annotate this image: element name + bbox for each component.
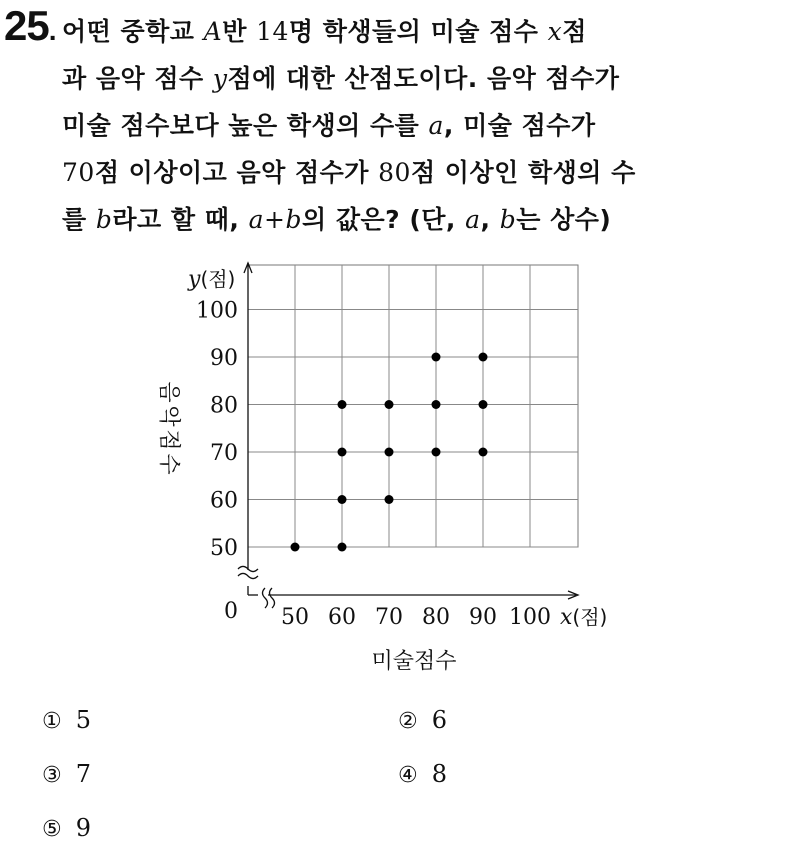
x-axis-break-mark	[263, 588, 275, 608]
y-axis-title-char: 수	[156, 453, 181, 475]
x-tick-label: 70	[375, 605, 403, 630]
question-text-segment: 를	[62, 205, 96, 234]
y-tick-label: 90	[210, 346, 238, 371]
choice-value: 8	[431, 760, 448, 788]
math-variable: x	[547, 17, 563, 46]
math-variable: a	[248, 205, 264, 234]
y-axis-title-char: 악	[156, 405, 181, 427]
answer-choice-4[interactable]	[398, 760, 447, 788]
question-text-segment: , 미술 점수가	[443, 111, 596, 140]
number-text: +	[264, 205, 286, 234]
choice-value: 5	[75, 706, 92, 734]
data-point	[385, 495, 394, 504]
math-variable: b	[499, 205, 517, 234]
data-point	[338, 400, 347, 409]
question-text-segment: 어떤 중학교	[62, 17, 204, 46]
y-axis-label: y(점)	[188, 267, 236, 292]
choice-value: 9	[75, 814, 92, 842]
y-tick-label: 70	[210, 441, 238, 466]
choice-number-mark: ③	[42, 763, 62, 788]
origin-label: 0	[224, 599, 238, 624]
data-point	[385, 448, 394, 457]
question-text-segment: 점 이상인 학생의 수	[410, 158, 636, 187]
math-variable: y	[212, 64, 228, 93]
math-variable: b	[95, 205, 113, 234]
question-text-segment: 는 상수)	[516, 205, 612, 234]
data-point	[291, 543, 300, 552]
data-point	[479, 448, 488, 457]
data-point	[432, 353, 441, 362]
y-axis-title-char: 음	[156, 381, 181, 403]
data-point	[338, 543, 347, 552]
question-text-segment: 라고 할 때,	[112, 205, 249, 234]
answer-choice-3[interactable]	[42, 760, 91, 788]
y-tick-label: 100	[196, 298, 238, 324]
y-tick-label: 50	[210, 536, 238, 561]
choice-number-mark: ④	[398, 763, 418, 788]
question-text-segment: ,	[480, 205, 500, 234]
choice-number-mark: ⑤	[42, 817, 62, 842]
data-point	[479, 400, 488, 409]
question-text-segment: 미술 점수보다 높은 학생의 수를	[62, 111, 429, 140]
y-axis-break-mark	[238, 567, 258, 579]
x-axis-title: 미술점수	[371, 649, 457, 674]
choice-value: 6	[431, 706, 448, 734]
question-text-segment: 의 값은? (단,	[301, 205, 466, 234]
math-variable: a	[428, 111, 444, 140]
y-axis-title-char: 점	[156, 429, 181, 451]
x-tick-label: 60	[328, 605, 356, 630]
question-text-segment: 과 음악 점수	[62, 64, 213, 93]
question-number-value: 25	[4, 2, 49, 49]
number-text: 80	[378, 158, 411, 187]
number-text: 14	[256, 17, 289, 46]
question-text-segment: 점에 대한 산점도이다. 음악 점수가	[227, 64, 620, 93]
number-text: 70	[62, 158, 95, 187]
math-variable: a	[465, 205, 481, 234]
question-number-dot: .	[48, 15, 56, 46]
answer-choice-1[interactable]	[42, 706, 91, 734]
plot-frame	[248, 265, 578, 547]
data-point	[338, 448, 347, 457]
choice-value: 7	[75, 760, 92, 788]
math-variable: b	[285, 205, 302, 234]
answer-choice-2[interactable]	[398, 706, 447, 734]
x-tick-label: 50	[281, 605, 309, 630]
data-point	[385, 400, 394, 409]
data-point	[479, 353, 488, 362]
question-text-segment: 점 이상이고 음악 점수가	[94, 158, 379, 187]
question-text-segment: 명 학생들의 미술 점수	[288, 17, 548, 46]
question-text-segment: 반	[222, 17, 257, 46]
x-axis-label: x(점)	[560, 605, 608, 630]
choice-number-mark: ②	[398, 709, 418, 734]
data-point	[432, 400, 441, 409]
y-tick-label: 60	[210, 488, 238, 514]
math-variable: A	[203, 17, 223, 46]
data-point	[338, 495, 347, 504]
x-tick-label: 80	[422, 605, 450, 630]
data-point	[432, 448, 441, 457]
question-text-segment: 점	[562, 17, 587, 46]
answer-choice-5[interactable]	[42, 814, 91, 842]
choice-number-mark: ①	[42, 709, 62, 734]
y-tick-label: 80	[210, 393, 238, 419]
x-tick-label: 100	[509, 605, 551, 630]
x-tick-label: 90	[469, 605, 497, 630]
